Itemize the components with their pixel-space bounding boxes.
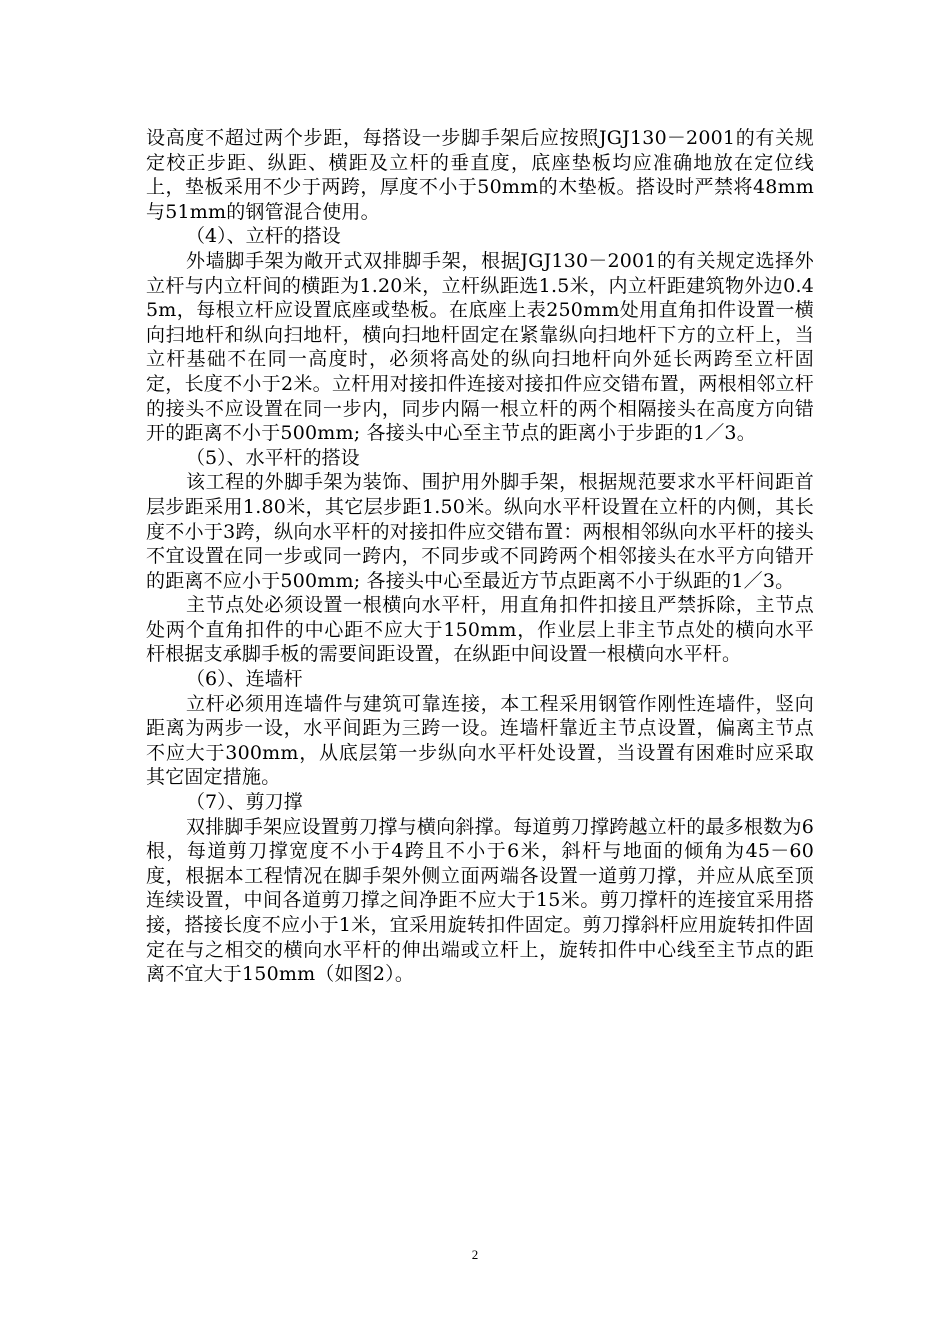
document-body bbox=[146, 126, 814, 987]
intro-paragraph: 设高度不超过两个步距，每搭设一步脚手架后应按照JGJ130－2001的有关规定校正步距、纵距、横距及立杆的垂直度，底座垫板均应准确地放在定位线上，垫板采用不少于两跨，厚度不小于50mm的木垫板。搭设时严禁将48mm与51mm的钢管混合使用。 bbox=[146, 127, 814, 223]
section-7-paragraph-1: 双排脚手架应设置剪刀撑与横向斜撑。每道剪刀撑跨越立杆的最多根数为6根，每道剪刀撑宽度不小于4跨且不小于6米，斜杆与地面的倾角为45－60度，根据本工程情况在脚手架外侧立面两端各设置一道剪刀撑，并应从底至顶连续设置，中间各道剪刀撑之间净距不应大于15米。剪刀撑杆的连接宜采用搭接，搭接长度不应小于1米，宜采用旋转扣件固定。剪刀撑斜杆应用旋转扣件固定在与之相交的横向水平杆的伸出端或立杆上，旋转扣件中心线至主节点的距离不宜大于150mm（如图2）。 bbox=[146, 815, 814, 986]
section-heading-4: （4）、立杆的搭设 bbox=[186, 225, 341, 248]
section-6-paragraph-1: 立杆必须用连墙件与建筑可靠连接，本工程采用钢管作刚性连墙件，竖向距离为两步一设，水平间距为三跨一设。连墙杆靠近主节点设置，偏离主节点不应大于300mm，从底层第一步纵向水平杆处设置，当设置有困难时应采取其它固定措施。 bbox=[146, 692, 814, 789]
section-5-paragraph-2: 主节点处必须设置一根横向水平杆，用直角扣件扣接且严禁拆除，主节点处两个直角扣件的中心距不应大于150mm，作业层上非主节点处的横向水平杆根据支承脚手板的需要间距设置，在纵距中间设置一根横向水平杆。 bbox=[146, 594, 814, 666]
section-heading-6: （6）、连墙杆 bbox=[186, 668, 303, 691]
page-number: 2 bbox=[471, 1247, 479, 1262]
section-heading-5: （5）、水平杆的搭设 bbox=[186, 446, 360, 469]
section-5-paragraph-1: 该工程的外脚手架为装饰、围护用外脚手架，根据规范要求水平杆间距首层步距采用1.80米，其它层步距1.50米。纵向水平杆设置在立杆的内侧，其长度不小于3跨，纵向水平杆的对接扣件应交错布置：两根相邻纵向水平杆的接头不宜设置在同一步或同一跨内，不同步或不同跨两个相邻接头在水平方向错开的距离不应小于500mm; 各接头中心至最近方节点距离不小于纵距的1／3。 bbox=[146, 471, 814, 592]
section-4-paragraph-1: 外墙脚手架为敞开式双排脚手架，根据JGJ130－2001的有关规定选择外立杆与内立杆间的横距为1.20米，立杆纵距选1.5米，内立杆距建筑物外边0.45m，每根立杆应设置底座或垫板。在底座上表250mm处用直角扣件设置一横向扫地杆和纵向扫地杆，横向扫地杆固定在紧靠纵向扫地杆下方的立杆上，当立杆基础不在同一高度时，必须将高处的纵向扫地杆向外延长两跨至立杆固定，长度不小于2米。立杆用对接扣件连接对接扣件应交错布置，两根相邻立杆的接头不应设置在同一步内，同步内隔一根立杆的两个相隔接头在高度方向错开的距离不小于500mm; 各接头中心至主节点的距离小于步距的1／3。 bbox=[146, 249, 814, 445]
section-heading-7: （7）、剪刀撑 bbox=[186, 791, 303, 814]
